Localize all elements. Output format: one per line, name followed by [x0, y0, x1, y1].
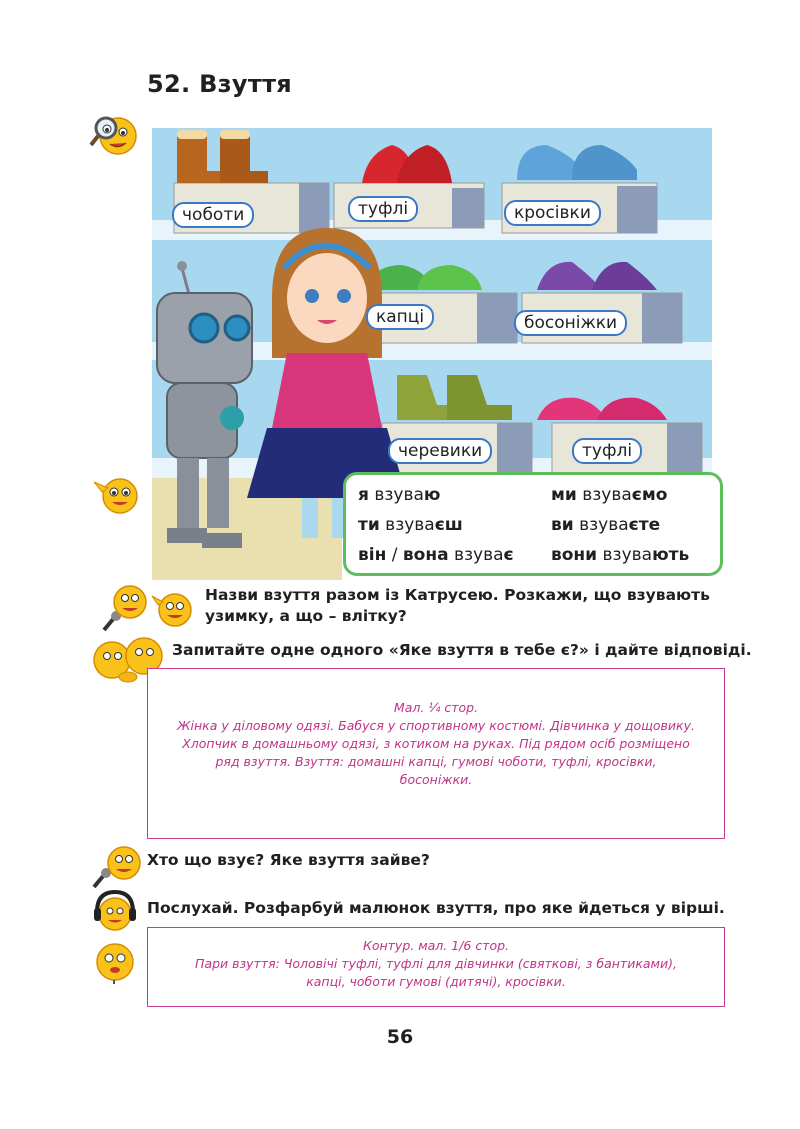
headphones-smiley-icon	[92, 890, 138, 932]
thinking-smiley-icon	[92, 940, 138, 984]
placeholder1-line3: Хлопчик в домашньому одязі, з котиком на руках. Під рядом осіб розміщено	[182, 736, 690, 751]
conj-row-vony: вони взувають	[551, 545, 690, 565]
placeholder1-line1: Мал. ¼ стор.	[393, 700, 479, 715]
task1-line1: Назви взуття разом із Катрусею. Розкажи, що взувають	[205, 586, 710, 604]
illustration-placeholder-1	[147, 668, 725, 839]
illustration-placeholder-2	[147, 927, 725, 1007]
label-slippers: капці	[366, 304, 434, 330]
task4-text: Послухай. Розфарбуй малюнок взуття, про яке йдеться у вірші.	[147, 899, 725, 917]
speaking-smiley-icon	[100, 582, 200, 634]
label-shoes-top: туфлі	[348, 196, 418, 222]
page-number: 56	[386, 1026, 414, 1048]
task3-text: Хто що взує? Яке взуття зайве?	[147, 851, 430, 869]
placeholder2-line1: Контур. мал. 1/6 стор.	[362, 938, 510, 953]
label-sneakers: кросівки	[504, 200, 601, 226]
placeholder2-line3: капці, чоботи гумові (дитячі), кросівки.	[306, 974, 566, 989]
conj-row-vy: ви взуваєте	[551, 515, 661, 535]
conj-row-ya: я взуваю	[358, 485, 441, 505]
label-sandals: босоніжки	[514, 310, 627, 336]
conj-row-ty: ти взуваєш	[358, 515, 463, 535]
placeholder1-line4: ряд взуття. Взуття: домашні капці, гумові чоботи, туфлі, кросівки,	[215, 754, 657, 769]
label-boots: чоботи	[172, 202, 254, 228]
label-low-boots: черевики	[388, 438, 492, 464]
placeholder1-line2: Жінка у діловому одязі. Бабуся у спортивному костюмі. Дівчинка у дощовику.	[177, 718, 695, 733]
placeholder1-line5: босоніжки.	[399, 772, 473, 787]
placeholder2-line2: Пари взуття: Чоловічі туфлі, туфлі для дівчинки (святкові, з бантиками),	[195, 956, 677, 971]
conj-row-vin: він / вона взуває	[358, 545, 514, 565]
task2-text: Запитайте одне одного «Яке взуття в тебе є?» і дайте відповіді.	[172, 641, 752, 659]
label-shoes-bottom: туфлі	[572, 438, 642, 464]
microphone-smiley-icon	[90, 843, 146, 891]
magnifier-smiley-icon	[88, 112, 140, 158]
task1-line2: узимку, а що – влітку?	[205, 607, 407, 625]
conj-row-my: ми взуваємо	[551, 485, 668, 505]
conjugation-box	[343, 472, 723, 576]
pointing-smiley-icon	[90, 470, 142, 516]
lesson-title: 52. Взуття	[147, 70, 292, 98]
